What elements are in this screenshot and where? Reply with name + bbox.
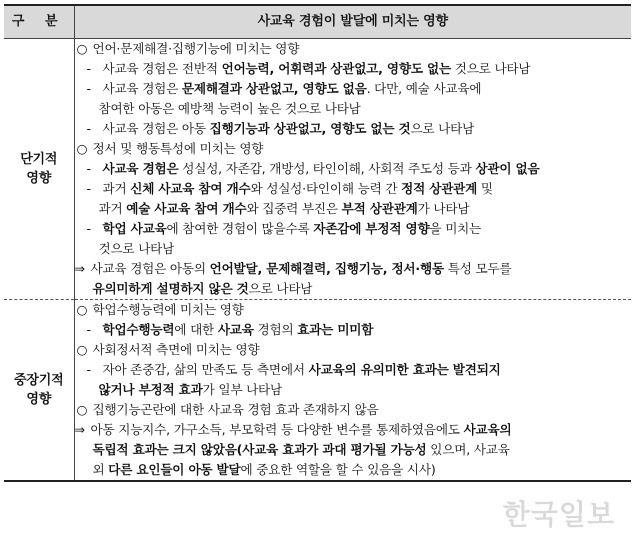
text: 참여한 아동은 예방책 능력이 높은 것으로 나타남 — [98, 101, 361, 116]
text: 특성 모두를 — [443, 261, 512, 276]
content-line — [75, 79, 632, 99]
bold-text: 사교육 경험은 — [102, 161, 179, 176]
content-line — [75, 360, 632, 380]
dash-bullet-icon: - — [86, 81, 91, 96]
content-line — [75, 179, 632, 199]
short-term-label-line1: 단기적 — [20, 152, 58, 167]
content-line — [75, 59, 632, 79]
table-header-row — [4, 5, 631, 39]
bold-text: 언어능력, 어휘력과 상관없고, 영향도 없는 — [221, 61, 451, 76]
text: 에 대한 — [174, 322, 218, 337]
text: 있으며, 사교육 — [426, 442, 510, 457]
bold-text: 다른 요인들이 아동 발달 — [108, 462, 241, 477]
text: 집행기능곤란에 대한 사교육 경험 효과 존재하지 않음 — [92, 402, 379, 417]
watermark: 한국일보 — [502, 498, 615, 531]
dash-bullet-icon: - — [86, 61, 91, 76]
bold-text: 학업수행능력 — [102, 322, 175, 337]
long-term-content — [74, 300, 631, 482]
content-line — [75, 320, 632, 340]
bold-text: 독립적 효과는 크지 않았음(사교육 효과가 과대 평가될 가능성 — [92, 442, 427, 457]
text: 으로 나타남 — [410, 121, 475, 136]
content-line — [75, 39, 632, 59]
effects-table — [4, 4, 631, 482]
text: 경험의 — [253, 322, 298, 337]
short-term-label-line2: 영향 — [26, 171, 52, 186]
bold-text: 정적 상관관계 — [401, 181, 478, 196]
text: 자아 존중감, 삶의 만족도 등 측면에서 — [102, 362, 309, 377]
dash-bullet-icon: - — [86, 161, 91, 176]
content-line — [75, 259, 632, 279]
content-line — [75, 380, 632, 400]
text: 에 중요한 역할을 할 수 있음을 시사) — [240, 462, 436, 477]
bold-text: 집행기능과 상관없고, 영향도 없는 것 — [209, 121, 411, 136]
text: 가 일부 나타남 — [202, 382, 282, 397]
bold-text: 사교육의 — [463, 422, 512, 437]
text: 에 참여한 경험이 많을수록 — [166, 221, 314, 236]
text: 것으로 나타남 — [98, 241, 175, 256]
long-term-label-line2: 영향 — [26, 392, 52, 407]
short-term-label — [4, 39, 74, 300]
text: 와 집중력 부진은 — [246, 201, 342, 216]
header-category: 구 분 — [4, 5, 74, 39]
bold-text: 않거나 부정적 효과 — [98, 382, 203, 397]
text: 성실성, 자존감, 개방성, 타인이해, 사회적 주도성 등과 — [178, 161, 476, 176]
circle-bullet-icon: ○ — [76, 41, 88, 56]
long-term-label — [4, 300, 74, 482]
content-line — [75, 460, 632, 480]
text: . 다만, 예술 사교육에 — [366, 81, 482, 96]
dash-bullet-icon: - — [86, 121, 91, 136]
text: 사회정서적 측면에 미치는 영향 — [92, 342, 260, 357]
circle-bullet-icon: ○ — [76, 141, 88, 156]
header-title: 사교육 경험이 발달에 미치는 영향 — [74, 5, 631, 39]
content-line — [75, 340, 632, 360]
content-line — [75, 99, 632, 119]
bold-text: 문제해결과 상관없고, 영향도 없음 — [181, 81, 367, 96]
dash-bullet-icon: - — [86, 221, 91, 236]
text: 와 성실성·타인이해 능력 간 — [250, 181, 402, 196]
text: 과거 — [102, 181, 131, 196]
bold-text: 학업 사교육 — [102, 221, 167, 236]
text: 언어·문제해결·집행기능에 미치는 영향 — [92, 41, 300, 56]
text: 외 — [92, 462, 109, 477]
bold-text: 부적 상관관계 — [341, 201, 418, 216]
long-term-row — [4, 300, 631, 482]
bold-text: 예술 사교육 참여 개수 — [126, 201, 247, 216]
content-line — [75, 239, 632, 259]
text: 사교육 경험은 아동 — [102, 121, 210, 136]
bold-text: 효과는 미미함 — [297, 322, 374, 337]
text: 및 — [477, 181, 493, 196]
arrow-right-icon: ⇒ — [74, 422, 85, 437]
bold-text: 언어발달, 문제해결력, 집행기능, 정서·행동 — [209, 261, 444, 276]
content-line — [75, 139, 632, 159]
text: 정서 및 행동특성에 미치는 영향 — [92, 141, 264, 156]
short-term-content — [74, 39, 631, 300]
text: 학업수행능력에 미치는 영향 — [92, 302, 244, 317]
content-line — [75, 400, 632, 420]
text: 가 나타남 — [417, 201, 470, 216]
bold-text: 신체 사교육 참여 개수 — [130, 181, 251, 196]
content-line — [75, 300, 632, 320]
bold-text: 사교육 — [217, 322, 254, 337]
text: 사교육 경험은 — [102, 81, 182, 96]
content-line — [75, 119, 632, 139]
arrow-right-icon: ⇒ — [74, 261, 85, 276]
content-line — [75, 279, 632, 299]
text: 을 미치는 — [429, 221, 482, 236]
content-line — [75, 159, 632, 179]
bold-text: 상관이 없음 — [475, 161, 540, 176]
circle-bullet-icon: ○ — [76, 302, 88, 317]
text: 사교육 경험은 아동의 — [90, 261, 210, 276]
content-line — [75, 440, 632, 460]
text: 것으로 나타남 — [450, 61, 531, 76]
circle-bullet-icon: ○ — [76, 402, 88, 417]
content-line — [75, 420, 632, 440]
bold-text: 사교육의 유의미한 효과는 발견되지 — [308, 362, 501, 377]
dash-bullet-icon: - — [86, 362, 91, 377]
dash-bullet-icon: - — [86, 322, 91, 337]
content-line — [75, 219, 632, 239]
text: 으로 나타남 — [248, 281, 313, 296]
bold-text: 자존감에 부정적 영향 — [313, 221, 430, 236]
long-term-label-line1: 중장기적 — [14, 373, 64, 388]
text: 사교육 경험은 전반적 — [102, 61, 222, 76]
content-line — [75, 199, 632, 219]
text: 아동 지능지수, 가구소득, 부모학력 등 다양한 변수를 통제하였음에도 — [90, 422, 464, 437]
dash-bullet-icon: - — [86, 181, 91, 196]
text: 과거 — [98, 201, 127, 216]
circle-bullet-icon: ○ — [76, 342, 88, 357]
bold-text: 유의미하게 설명하지 않은 것 — [92, 281, 249, 296]
short-term-row — [4, 39, 631, 300]
